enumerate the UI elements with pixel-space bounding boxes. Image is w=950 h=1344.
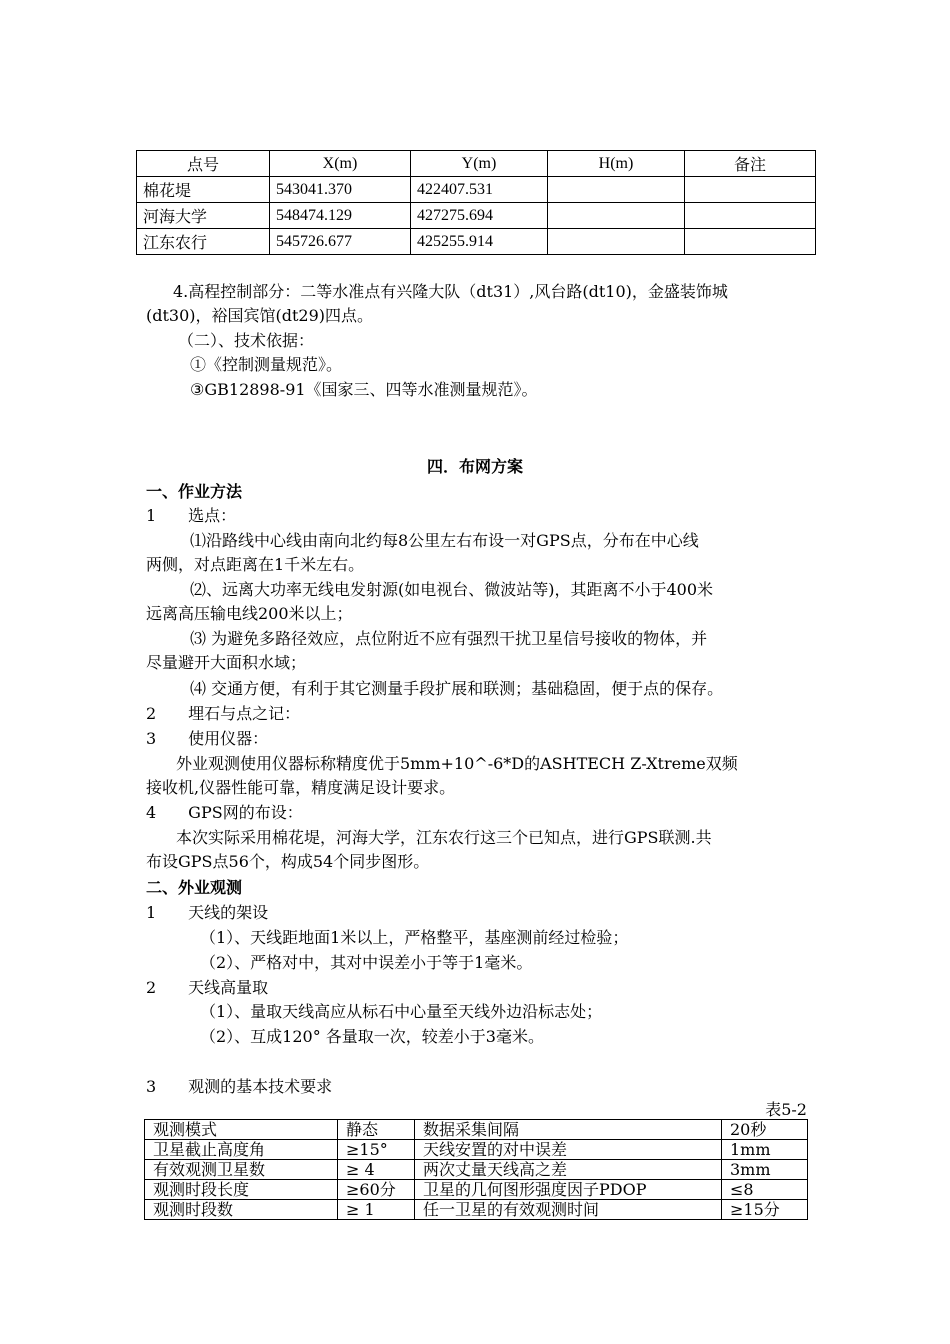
list-item: ①《控制测量规范》。 [190, 355, 343, 374]
table-cell: 河海大学 [137, 203, 270, 229]
paragraph-line: ⑵、远离大功率无线电发射源(如电视台、微波站等)，其距离不小于400米 [190, 580, 714, 599]
table-header-row [137, 151, 816, 177]
table-row [145, 1160, 808, 1180]
list-item: 3 使用仪器： [146, 729, 269, 748]
paragraph-line: 接收机,仪器性能可靠，精度满足设计要求。 [146, 778, 456, 797]
table-cell: 卫星截止高度角 [145, 1140, 338, 1160]
table-cell: 427275.694 [411, 203, 548, 229]
list-item: 3 观测的基本技术要求 [146, 1077, 333, 1096]
paragraph-line: （1）、天线距地面1米以上，严格整平，基座测前经过检验； [200, 928, 629, 947]
paragraph-line: ⑴沿路线中心线由南向北约每8公里左右布设一对GPS点，分布在中心线 [190, 531, 699, 550]
paragraph-line: 外业观测使用仪器标称精度优于5mm+10^-6*D的ASHTECH Z-Xtreme双频 [176, 754, 738, 773]
list-item: 2 埋石与点之记： [146, 704, 301, 723]
column-header: Y(m) [411, 151, 548, 177]
paragraph-line: 本次实际采用棉花堤，河海大学，江东农行这三个已知点，进行GPS联测.共 [176, 828, 712, 847]
observation-spec-table [144, 1119, 808, 1220]
paragraph-line: （1）、量取天线高应从标石中心量至天线外边沿标志处； [200, 1002, 603, 1021]
table-cell: 有效观测卫星数 [145, 1160, 338, 1180]
list-item: 1 天线的架设 [146, 903, 269, 922]
list-item: ③GB12898-91《国家三、四等水准测量规范》。 [190, 380, 538, 399]
table-cell: 天线安置的对中误差 [415, 1140, 722, 1160]
table-cell [548, 177, 685, 203]
table-cell: 静态 [338, 1120, 415, 1140]
paragraph-line: 两侧，对点距离在1千米左右。 [146, 555, 365, 574]
table-cell: 观测模式 [145, 1120, 338, 1140]
column-header: X(m) [270, 151, 411, 177]
table-cell: 观测时段长度 [145, 1180, 338, 1200]
table-cell: ≥15分 [722, 1200, 808, 1220]
table-cell: 观测时段数 [145, 1200, 338, 1220]
table-cell: 422407.531 [411, 177, 548, 203]
paragraph-line: 布设GPS点56个，构成54个同步图形。 [146, 852, 430, 871]
column-header: 点号 [137, 151, 270, 177]
table-row [145, 1120, 808, 1140]
paragraph-line: ⑷ 交通方便，有利于其它测量手段扩展和联测；基础稳固，便于点的保存。 [190, 679, 724, 698]
heading: 二、外业观测 [146, 878, 243, 897]
table-row [145, 1200, 808, 1220]
table-cell: 江东农行 [137, 229, 270, 255]
table-cell: 1mm [722, 1140, 808, 1160]
table-row [137, 229, 816, 255]
control-points-table [136, 150, 816, 255]
paragraph-line: 尽量避开大面积水域； [146, 653, 307, 672]
subsection-heading: （二）、技术依据： [178, 331, 315, 350]
table-cell: ≥ 4 [338, 1160, 415, 1180]
table-cell: 20秒 [722, 1120, 808, 1140]
table-cell [685, 203, 816, 229]
section-title: 四．布网方案 [426, 457, 523, 476]
table-cell: 3mm [722, 1160, 808, 1180]
table-row [137, 203, 816, 229]
paragraph-line: （2）、互成120° 各量取一次，较差小于3毫米。 [200, 1027, 544, 1046]
table-cell: 数据采集间隔 [415, 1120, 722, 1140]
table-cell: ≥15° [338, 1140, 415, 1160]
table-cell: 两次丈量天线高之差 [415, 1160, 722, 1180]
table-cell: 548474.129 [270, 203, 411, 229]
table-row [137, 177, 816, 203]
table-cell [548, 229, 685, 255]
table-cell: 任一卫星的有效观测时间 [415, 1200, 722, 1220]
paragraph-line: 远离高压输电线200米以上； [146, 604, 353, 623]
paragraph-line: 4.高程控制部分：二等水准点有兴隆大队（dt31）,风台路(dt10)，金盛装饰城 [173, 282, 728, 301]
table-cell: 卫星的几何图形强度因子PDOP [415, 1180, 722, 1200]
list-item: 4 GPS网的布设： [146, 803, 303, 822]
table-caption: 表5-2 [765, 1100, 807, 1119]
table-cell: ≤8 [722, 1180, 808, 1200]
list-item: 2 天线高量取 [146, 978, 269, 997]
column-header: 备注 [685, 151, 816, 177]
table-cell [685, 229, 816, 255]
table-cell: 棉花堤 [137, 177, 270, 203]
paragraph-line: (dt30)，裕国宾馆(dt29)四点。 [146, 306, 374, 325]
list-item: 1 选点： [146, 506, 237, 525]
heading: 一、作业方法 [146, 482, 243, 501]
paragraph-line: ⑶ 为避免多路径效应，点位附近不应有强烈干扰卫星信号接收的物体，并 [190, 629, 708, 648]
table-cell: 543041.370 [270, 177, 411, 203]
table-cell: ≥60分 [338, 1180, 415, 1200]
table-cell [548, 203, 685, 229]
table-cell [685, 177, 816, 203]
table-cell: ≥ 1 [338, 1200, 415, 1220]
table-row [145, 1140, 808, 1160]
table-cell: 425255.914 [411, 229, 548, 255]
table-row [145, 1180, 808, 1200]
column-header: H(m) [548, 151, 685, 177]
table-cell: 545726.677 [270, 229, 411, 255]
paragraph-line: （2）、严格对中，其对中误差小于等于1毫米。 [200, 953, 533, 972]
